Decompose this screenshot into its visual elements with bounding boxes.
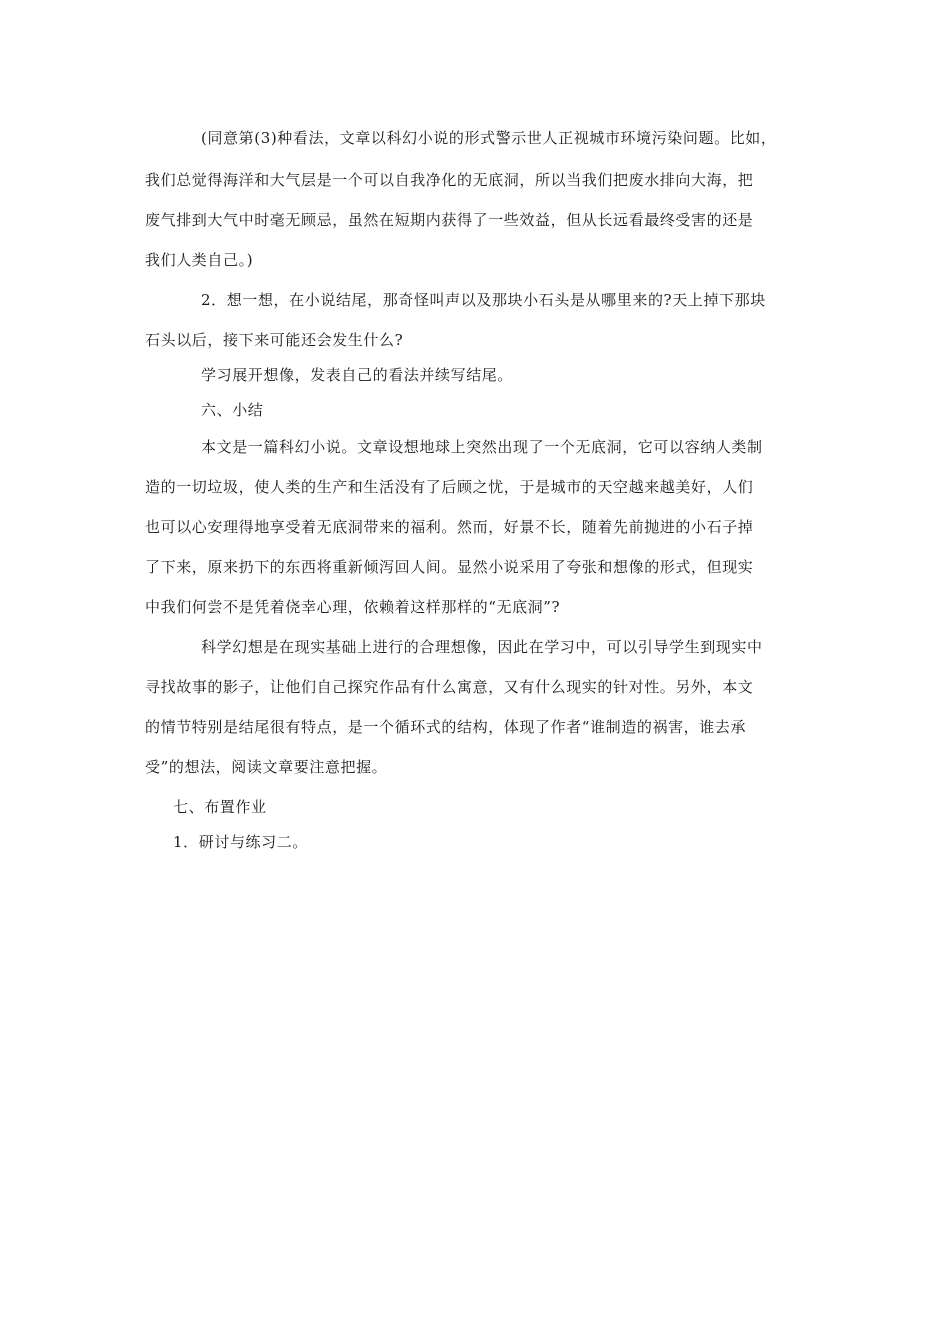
paragraph-1-line-1: (同意第(3)种看法，文章以科幻小说的形式警示世人正视城市环境污染问题。比如， <box>201 129 777 147</box>
paragraph-5-line-2: 寻找故事的影子，让他们自己探究作品有什么寓意，又有什么现实的针对性。另外，本文 <box>145 678 754 696</box>
paragraph-4-line-4: 了下来，原来扔下的东西将重新倾泻回人间。显然小说采用了夸张和想像的形式，但现实 <box>145 558 754 576</box>
paragraph-5-line-1: 科学幻想是在现实基础上进行的合理想像，因此在学习中，可以引导学生到现实中 <box>201 638 763 656</box>
paragraph-5-line-3: 的情节特别是结尾很有特点，是一个循环式的结构，体现了作者“谁制造的祸害，谁去承 <box>145 718 747 736</box>
paragraph-1-line-2: 我们总觉得海洋和大气层是一个可以自我净化的无底洞，所以当我们把废水排向大海，把 <box>145 171 754 189</box>
section-heading-summary: 六、小结 <box>201 401 264 419</box>
paragraph-3: 学习展开想像，发表自己的看法并续写结尾。 <box>201 366 514 384</box>
paragraph-1-line-4: 我们人类自己。) <box>145 251 254 269</box>
homework-item-1: 1．研讨与练习二。 <box>173 833 308 851</box>
paragraph-2-line-1: 2．想一想，在小说结尾，那奇怪叫声以及那块小石头是从哪里来的?天上掉下那块 <box>201 291 766 309</box>
paragraph-4-line-1: 本文是一篇科幻小说。文章设想地球上突然出现了一个无底洞，它可以容纳人类制 <box>201 438 763 456</box>
paragraph-1-line-3: 废气排到大气中时毫无顾忌，虽然在短期内获得了一些效益，但从长远看最终受害的还是 <box>145 211 754 229</box>
paragraph-5-line-4: 受”的想法，阅读文章要注意把握。 <box>145 758 388 776</box>
paragraph-4-line-3: 也可以心安理得地享受着无底洞带来的福利。然而，好景不长，随着先前抛进的小石子掉 <box>145 518 754 536</box>
paragraph-4-line-2: 造的一切垃圾，使人类的生产和生活没有了后顾之忧，于是城市的天空越来越美好，人们 <box>145 478 754 496</box>
paragraph-2-line-2: 石头以后，接下来可能还会发生什么? <box>145 331 404 349</box>
section-heading-homework: 七、布置作业 <box>173 798 267 816</box>
paragraph-4-line-5: 中我们何尝不是凭着侥幸心理，依赖着这样那样的“无底洞”? <box>145 598 561 616</box>
